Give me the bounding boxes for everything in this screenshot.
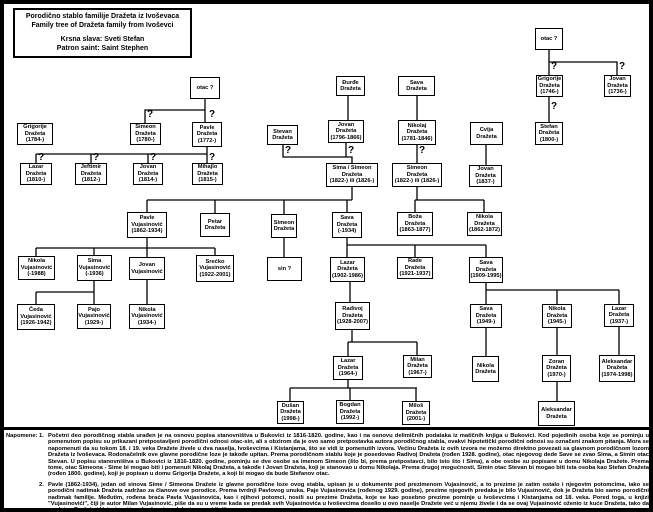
person-text: Jovan <box>609 76 626 83</box>
person-text: Vujasinović <box>131 268 163 275</box>
question-mark: ? <box>93 152 100 163</box>
person-text: (-1988) <box>27 271 46 278</box>
person-text: Sima <box>87 258 102 265</box>
note-2-number: 2. <box>39 481 44 488</box>
title-serbian: Porodično stablo familije Dražeta iz Ivoševaca <box>25 13 180 20</box>
person-text: Dražeta <box>538 130 560 137</box>
person-text: Dražeta <box>404 264 426 271</box>
person-text: Jeftimir <box>80 164 102 171</box>
person-text: Dražeta <box>340 86 361 92</box>
person-box-nikolaj-1781 <box>398 120 436 145</box>
person-text: Rade <box>408 258 422 265</box>
person-text: (1928-2007) <box>337 319 368 326</box>
person-box-pajo-1929 <box>77 304 111 329</box>
person-text: Čeda <box>29 307 43 314</box>
person-text: Vujasinović <box>20 313 52 320</box>
person-text: (1929-) <box>84 319 104 326</box>
person-box-sava-top <box>398 76 435 96</box>
person-box-milos-2001 <box>402 401 430 425</box>
person-text: Dražeta <box>339 408 361 415</box>
person-text: (1970-) <box>547 371 566 378</box>
person-text: (1812-) <box>81 177 101 184</box>
person-box-otac-right <box>535 28 563 50</box>
person-box-simeon-1822 <box>392 163 442 187</box>
person-text: (1998-) <box>281 415 300 422</box>
person-text: Dražeta <box>24 130 46 137</box>
person-text: Boža <box>408 214 422 221</box>
person-text: Nikola <box>476 362 495 369</box>
person-box-nikola-young <box>472 356 499 382</box>
person-text: (1772-) <box>197 137 217 144</box>
person-text: Zoran <box>548 358 565 365</box>
person-text: Dražeta <box>546 413 567 420</box>
person-box-radivoj-1928 <box>335 302 370 330</box>
person-text: Dražeta <box>341 171 363 178</box>
question-mark: ? <box>150 152 157 163</box>
question-mark: ? <box>551 61 558 72</box>
person-text: Dražeta <box>342 312 363 319</box>
person-text: (1926-1942) <box>20 320 52 327</box>
person-text: (1862-1872) <box>469 227 500 234</box>
person-box-grigorije-1746 <box>536 75 563 97</box>
person-text: Stefan <box>540 123 558 130</box>
person-text: (1822-) ili (1826-) <box>394 178 440 185</box>
person-text: Stevan <box>273 128 292 135</box>
person-box-jovan-1814 <box>133 163 163 185</box>
patron-saint-english: Patron saint: Saint Stephen <box>56 44 149 52</box>
person-text: (-1934) <box>337 228 357 235</box>
person-text: Dražeta <box>197 170 218 177</box>
person-box-sava-1909 <box>469 257 503 283</box>
person-box-pavle-1772 <box>192 122 222 147</box>
person-box-petar <box>200 213 230 237</box>
question-mark: ? <box>619 61 626 72</box>
person-text: Aleksandar <box>541 407 572 413</box>
person-text: Mihajlo <box>197 164 218 171</box>
person-text: Sima / Simeon <box>332 165 372 172</box>
notes-heading-spacer <box>6 482 39 512</box>
person-box-jovan-1736 <box>604 75 631 97</box>
person-text: (1796-1866) <box>330 134 362 141</box>
person-text: Lazar <box>340 358 356 365</box>
person-text: (1862-1934) <box>131 228 163 235</box>
person-text: Dražeta <box>608 312 630 319</box>
person-text: (2001-) <box>406 416 426 423</box>
person-text: Simeon <box>273 219 295 226</box>
person-text: Pavle <box>139 215 155 222</box>
patron-saint-serbian: Krsna slava: Sveti Stefan <box>60 36 145 43</box>
person-text: Lazar <box>28 164 44 171</box>
person-text: Dražeta <box>135 130 156 137</box>
question-mark: ? <box>147 109 154 120</box>
person-box-srecko-v-1922 <box>196 255 234 282</box>
person-text: Dražeta <box>404 220 426 227</box>
person-text: Dražeta <box>474 220 495 227</box>
note-1 <box>6 433 649 478</box>
person-box-lazar-1810 <box>20 163 52 185</box>
person-box-zoran-1970 <box>542 355 571 382</box>
person-text: (1784-) <box>25 137 45 144</box>
person-text: (1964-) <box>338 371 358 378</box>
person-text: (1781-1846) <box>401 135 433 142</box>
person-text: Dražeta <box>337 364 359 371</box>
person-box-nikola-1945 <box>542 304 572 328</box>
person-box-ceda-1926 <box>17 304 55 330</box>
person-box-stefan-1800 <box>535 122 563 145</box>
person-text: Dražeta <box>546 365 567 372</box>
person-text: Cvija <box>479 127 494 133</box>
person-box-sin-q <box>267 257 302 281</box>
person-text: otac ? <box>196 84 214 91</box>
person-box-sima-v-1936 <box>77 255 112 281</box>
person-text: (-1936) <box>85 271 104 278</box>
person-text: Srećko <box>205 258 225 265</box>
notes-divider <box>0 427 653 430</box>
person-text: (1937-) <box>609 318 629 325</box>
person-text: Dražeta <box>406 86 427 92</box>
person-box-stevan <box>267 125 298 145</box>
person-box-rade-1921 <box>397 257 433 279</box>
person-box-durde <box>336 76 365 96</box>
person-text: sin ? <box>277 265 292 272</box>
person-box-jovan-1796 <box>328 120 364 143</box>
person-text: Vujasinović <box>131 221 163 228</box>
person-text: (1949-) <box>476 319 496 326</box>
person-text: Lazar <box>611 305 627 312</box>
person-box-nikola-1862 <box>467 212 502 236</box>
person-text: (1967-) <box>408 369 427 376</box>
question-mark: ? <box>285 145 292 156</box>
person-text: Dražeta <box>546 312 568 319</box>
person-text: Vujasinović <box>20 264 53 271</box>
person-text: Jovan <box>139 164 157 171</box>
person-text: (1736-) <box>608 89 627 96</box>
person-text: (1922-2001) <box>199 271 231 278</box>
person-text: Dražeta <box>539 82 560 89</box>
person-text: (1992-) <box>340 415 360 422</box>
person-text: Dražeta <box>336 221 358 228</box>
person-text: Simeon <box>406 165 428 172</box>
person-box-aleksandar-1974 <box>599 355 635 382</box>
person-text: Vujasinović <box>131 313 163 320</box>
person-text: (1909-1995) <box>470 273 502 280</box>
person-text: (1814-) <box>138 177 158 184</box>
person-text: (1810-) <box>26 177 46 184</box>
person-text: (1746-) <box>540 89 559 96</box>
person-text: Đurđe <box>342 79 359 86</box>
person-text: Radivoj <box>342 306 363 313</box>
person-box-nikola-v-1934 <box>129 304 165 329</box>
person-text: Dražeta <box>606 365 628 372</box>
person-box-bogdan-1992 <box>336 400 364 424</box>
person-text: Simeon <box>135 124 156 131</box>
person-text: Milan <box>410 356 425 363</box>
person-text: Vujasinović <box>78 313 110 320</box>
person-text: Grigorije <box>23 124 47 131</box>
person-box-lazar-1902 <box>330 257 365 282</box>
person-text: Aleksandar <box>601 358 633 365</box>
person-box-cvija <box>470 122 503 145</box>
person-text: (1822-) ili (1826-) <box>329 178 375 185</box>
person-text: Nikola <box>475 214 494 221</box>
person-box-otac-left <box>190 77 220 99</box>
person-text: (1945-) <box>547 319 567 326</box>
person-text: Pavle <box>199 124 215 131</box>
person-text: Dražeta <box>475 369 496 375</box>
person-text: Dražeta <box>137 170 159 177</box>
person-text: Dražeta <box>475 312 497 319</box>
person-text: Dražeta <box>337 266 358 273</box>
person-text: Dražeta <box>607 82 628 89</box>
person-text: Dražeta <box>280 409 301 416</box>
note-1-text: Početni deo porodičnog stabla urađen je na osnovu popisa stanovništva u Bukovici iz 1816-1820. godine, kao i na osnovu delimičnih podataka iz matičnih knjiga u Bukovici. Kod pojedinih osoba koje se pominju u pomenutom popisu su prikazani pretpostavljeni porodični odnosi otac-sin, ali s obzirom da je ovo samo pretpostavka autora porodičnog stabla, ovakvi hipotetički porodični odnosi su označeni znakom pitanja. Mora se napomenuti da su tokom 18. i 19. veka Dražete živele u dva naselja, Ivoševcima i Kistanjama, što se vidi iz pomenutih izvora. Većinu Dražeta iz ovih izvora ne možemo direktno povezati sa glavnom porodičnom lozom Dražeta iz Ivoševaca. Rodonačelnik ove glavne porodične loze je takođe upitan. Prema porodičnom stablu koje je posedovao Radivoj Dražeta (rođen 1928. godine), otac njegovog dede Save se zvao Sima, a Simin otac Stevan. U popisu stanovništva u Bukovici iz 1816-1820. godine, pominju se dve osobe sa imenom Simeon (što bi, prema pretpostavci, bilo isto što i Sima), a obe osobe su popisane u domu Nikolaja Dražete. Prema tome, otac Simeona - Sime bi mogao biti i pomenuti Nikolaj Dražeta, a takođe i Jovan Dražeta, koji je stanovao u domu Nikolaja. Prema drugoj mogućnosti, Simin otac Stevan bi mogao biti ista osoba kao Stefan Dražeta (rođen 1800. godine), koji je popisan u domu Grigorija Dražete, a koji bi mogao da bude Stefanov otac. <box>48 433 649 478</box>
person-text: Dražeta <box>25 170 47 177</box>
person-box-sava-1934 <box>332 212 362 238</box>
person-box-lazar-1937 <box>604 304 634 327</box>
person-text: Lazar <box>340 259 355 266</box>
person-box-grigorije-1784 <box>17 123 53 145</box>
person-box-aleksandar-young <box>538 401 575 426</box>
person-text: Miloš <box>408 403 424 410</box>
person-text: Nikola <box>27 258 46 265</box>
person-box-mihajlo-1815 <box>192 163 223 185</box>
person-text: Jovan <box>138 262 156 268</box>
person-text: Dražeta <box>407 363 428 370</box>
notes-heading: Napomene: <box>6 433 38 439</box>
person-box-simeon-1780 <box>130 123 161 145</box>
person-text: Dražeta <box>273 226 295 232</box>
person-box-sava-1949 <box>470 304 502 328</box>
person-box-jeftimir-1812 <box>75 163 107 185</box>
question-mark: ? <box>348 145 355 156</box>
person-text: Nikola <box>138 306 156 313</box>
person-box-nikola-v-1988 <box>18 256 55 280</box>
person-text: (1837-) <box>476 179 495 186</box>
note-1-number: 1. <box>39 433 44 439</box>
person-box-sima-simeon <box>326 163 378 187</box>
person-text: Jovan <box>477 166 494 173</box>
person-text: Dražeta <box>80 170 102 177</box>
person-box-boza-1863 <box>397 212 433 236</box>
person-text: (1921-1937) <box>399 271 431 278</box>
person-text: (1815-) <box>198 177 217 184</box>
person-box-dusan-1998 <box>277 401 304 424</box>
person-text: Dušan <box>281 402 300 409</box>
notes-section <box>6 433 649 512</box>
person-text: Sava <box>479 306 493 313</box>
question-mark: ? <box>38 152 45 163</box>
note-2-text: Pavle (1862-1934), jedan od sinova Sime / Simeona Dražete iz glavne porodične loze ovog stabla, upisan je u dokumente pod prezimenom Vujasinović, a to prezime je zatim ostalo i njegovim potomcima, iako se porodični nadimak Dražeta zadržao za članove ove porodice. Prema tvrdnji Pavlovog unuka, Paje Vujasinovića (rođenog 1929. godine), prezime njegovih predaka je bilo Vujasinović, dok je Dražeta bio samo porodični nadimak familije. Međutim, rođena braća Pavla Vujasinovića, kao i njihovi potomci, nosili su prezime Dražeta, koje se kao posebno prezime pominje u Ivoševcima i Kistanjama od 18. veka. Pored toga, u knjizi "Vujasinovići", čiji je autor Milan Vujasinović, piše da su u vreme kada se predak svih Vujasinovića u Ivoševcima doselio u ovo naselje Dražete već u njemu živele i da se ovaj Vujasinović oženio iz kuće Dražeta, tako da srodstvo Dražeta i Vujasinovića u Ivoševcima dolazi po ovoj liniji. <box>48 481 649 512</box>
person-text: (1863-1877) <box>399 227 431 234</box>
person-box-simeon-mid <box>271 214 297 238</box>
title-english: Family tree of Dražeta family from Ivoševci <box>31 21 174 29</box>
person-text: Sava <box>409 79 424 86</box>
person-box-pavle-vujasinovic <box>127 212 167 238</box>
person-text: Dražeta <box>405 409 427 416</box>
person-text: Dražeta <box>476 133 497 140</box>
person-text: Pajo <box>87 306 100 313</box>
note-2 <box>6 482 649 512</box>
person-text: Grigorije <box>537 76 562 83</box>
person-box-jovan-v <box>129 257 165 280</box>
person-text: Vujasinović <box>199 265 231 272</box>
person-text: (1800-) <box>539 136 559 143</box>
question-mark: ? <box>551 101 558 112</box>
person-text: (1902-1986) <box>332 272 363 279</box>
person-box-jovan-1837 <box>469 165 502 187</box>
person-text: Vujasinović <box>78 264 111 271</box>
person-text: Sava <box>479 260 493 267</box>
person-text: Bogdan <box>339 402 361 409</box>
title-box <box>13 8 192 58</box>
person-text: Dražeta <box>272 135 293 141</box>
person-text: Dražeta <box>204 225 226 231</box>
question-mark: ? <box>209 152 216 163</box>
person-text: Sava <box>340 215 354 222</box>
person-box-lazar-1964 <box>333 356 363 380</box>
person-text: Petar <box>207 218 223 225</box>
person-text: Dražeta <box>196 131 218 138</box>
person-text: Jovan <box>337 121 355 128</box>
person-box-milan-1967 <box>403 355 432 378</box>
person-text: Nikolaj <box>407 122 427 129</box>
person-text: Dražeta <box>475 172 496 179</box>
person-text: (1780-) <box>136 137 155 144</box>
question-mark: ? <box>209 109 216 120</box>
person-text: otac ? <box>540 35 558 42</box>
person-text: Dražeta <box>406 129 428 136</box>
person-text: (1934-) <box>137 319 157 326</box>
person-text: Nikola <box>548 306 566 313</box>
person-text: Dražeta <box>335 128 357 135</box>
person-text: Dražeta <box>406 171 428 178</box>
person-text: (1974-1998) <box>601 371 633 378</box>
question-mark: ? <box>419 145 426 156</box>
person-text: Dražeta <box>475 266 497 273</box>
